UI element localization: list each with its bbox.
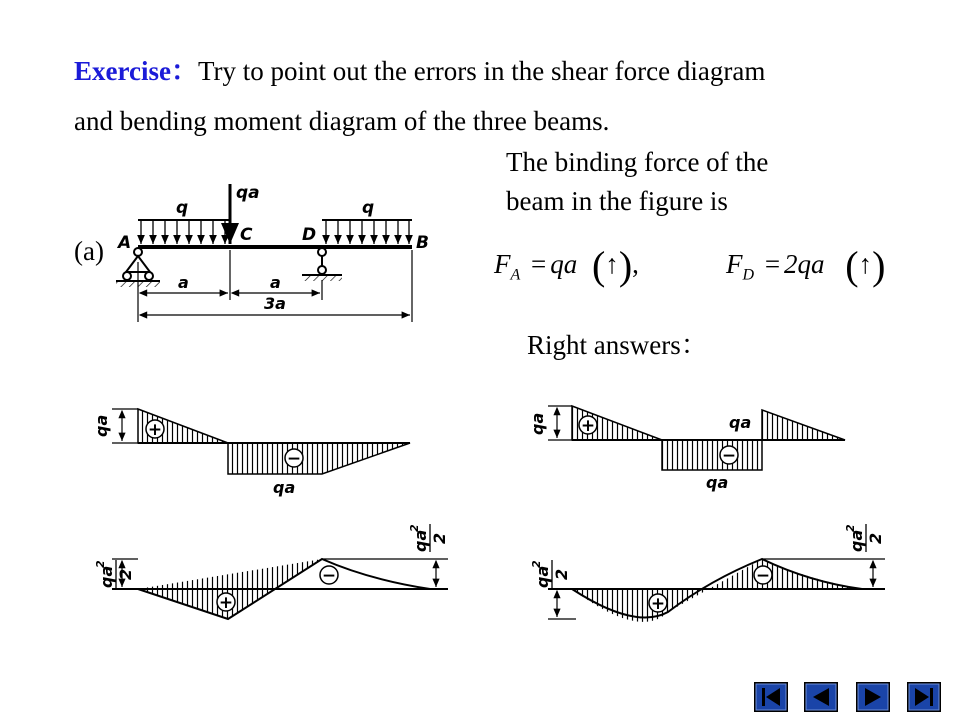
wrong-moment-plus-sign: + [218,593,234,613]
right-moment-left-fraction [530,560,571,588]
wrong-moment-right-exp: 2 [408,524,421,532]
fd-arrow-icon: ↑ [858,249,873,279]
right-moment-left-den: 2 [552,568,571,580]
fa-subscript: A [510,266,521,284]
previous-slide-icon [805,683,837,711]
last-slide-button[interactable] [907,682,941,712]
exercise-label: Exercise： [74,56,198,86]
fd-symbol: F [726,249,743,279]
wrong-shear-minus-sign: − [286,449,302,469]
fa-symbol: F [494,249,511,279]
roller-support-d [302,248,342,281]
load-q-right: q [362,198,375,218]
wrong-moment-left-fraction [94,560,135,588]
point-load-label: qa [236,183,260,203]
reaction-intro-line1: The binding force of the [506,147,769,177]
dim-3a-label: 3a [264,294,286,313]
right-moment-right-exp: 2 [844,524,857,532]
right-shear-plus-sign: + [580,416,596,436]
right-moment-right-fraction [844,524,885,552]
right-answers-label: Right answers： [527,330,708,360]
wrong-shear-bottom-label: qa [273,478,296,497]
fd-equals: = [764,249,781,279]
point-d-label: D [302,225,317,245]
right-moment-minus-sign: − [755,566,771,586]
distributed-load-right [322,220,412,244]
load-q-left: q [176,198,189,218]
exercise-text-line1: Try to point out the errors in the shear force diagram [197,56,766,86]
fa-value: qa [550,249,578,279]
reaction-formula-fa: $F_A$ = qa (↑), [494,243,639,288]
next-slide-button[interactable] [856,682,890,712]
reaction-formula-fd: $F_D = 2qa$ (↑) [726,243,886,288]
exercise-title-line2: and bending moment diagram of the three beams. [74,106,610,136]
first-slide-icon [755,683,787,711]
wrong-moment-right-fraction [408,524,449,552]
wrong-moment-minus-sign: − [321,566,337,586]
reaction-intro-line2: beam in the figure is [506,186,728,216]
wrong-shear-diagram [112,409,410,474]
fa-equals: = [531,249,547,279]
distributed-load-left [138,220,230,244]
right-moment-right-den: 2 [866,532,885,544]
next-slide-icon [857,683,889,711]
wrong-moment-left-num: qa [97,565,116,588]
previous-slide-button[interactable] [804,682,838,712]
first-slide-button[interactable] [754,682,788,712]
dim-a1-label: a [178,273,189,292]
wrong-shear-plus-sign: + [147,420,163,440]
case-label: (a) [74,236,104,266]
last-slide-icon [908,683,940,711]
fd-subscript: D [742,266,755,284]
right-moment-left-exp: 2 [530,560,543,568]
point-c-label: C [240,225,253,245]
wrong-moment-left-den: 2 [116,568,135,580]
right-moment-left-num: qa [533,565,552,588]
right-shear-minus-sign: − [721,446,737,466]
fd-value: 2qa [784,249,825,279]
right-moment-right-num: qa [847,529,866,552]
point-a-label: A [118,233,132,253]
right-shear-bottom-label: qa [706,473,729,492]
dim-a2-label: a [270,273,281,292]
point-b-label: B [416,233,429,253]
right-shear-left-label: qa [528,412,547,435]
right-shear-mid-label: qa [729,413,752,432]
right-moment-plus-sign: + [650,594,666,614]
wrong-moment-diagram [112,559,448,619]
wrong-moment-right-num: qa [411,529,430,552]
right-moment-diagram [548,559,885,622]
wrong-shear-left-label: qa [92,414,111,437]
wrong-moment-left-exp: 2 [94,560,107,568]
wrong-moment-right-den: 2 [430,532,449,544]
fa-arrow-icon: ↑ [605,249,619,279]
fa-separator: , [632,249,639,279]
